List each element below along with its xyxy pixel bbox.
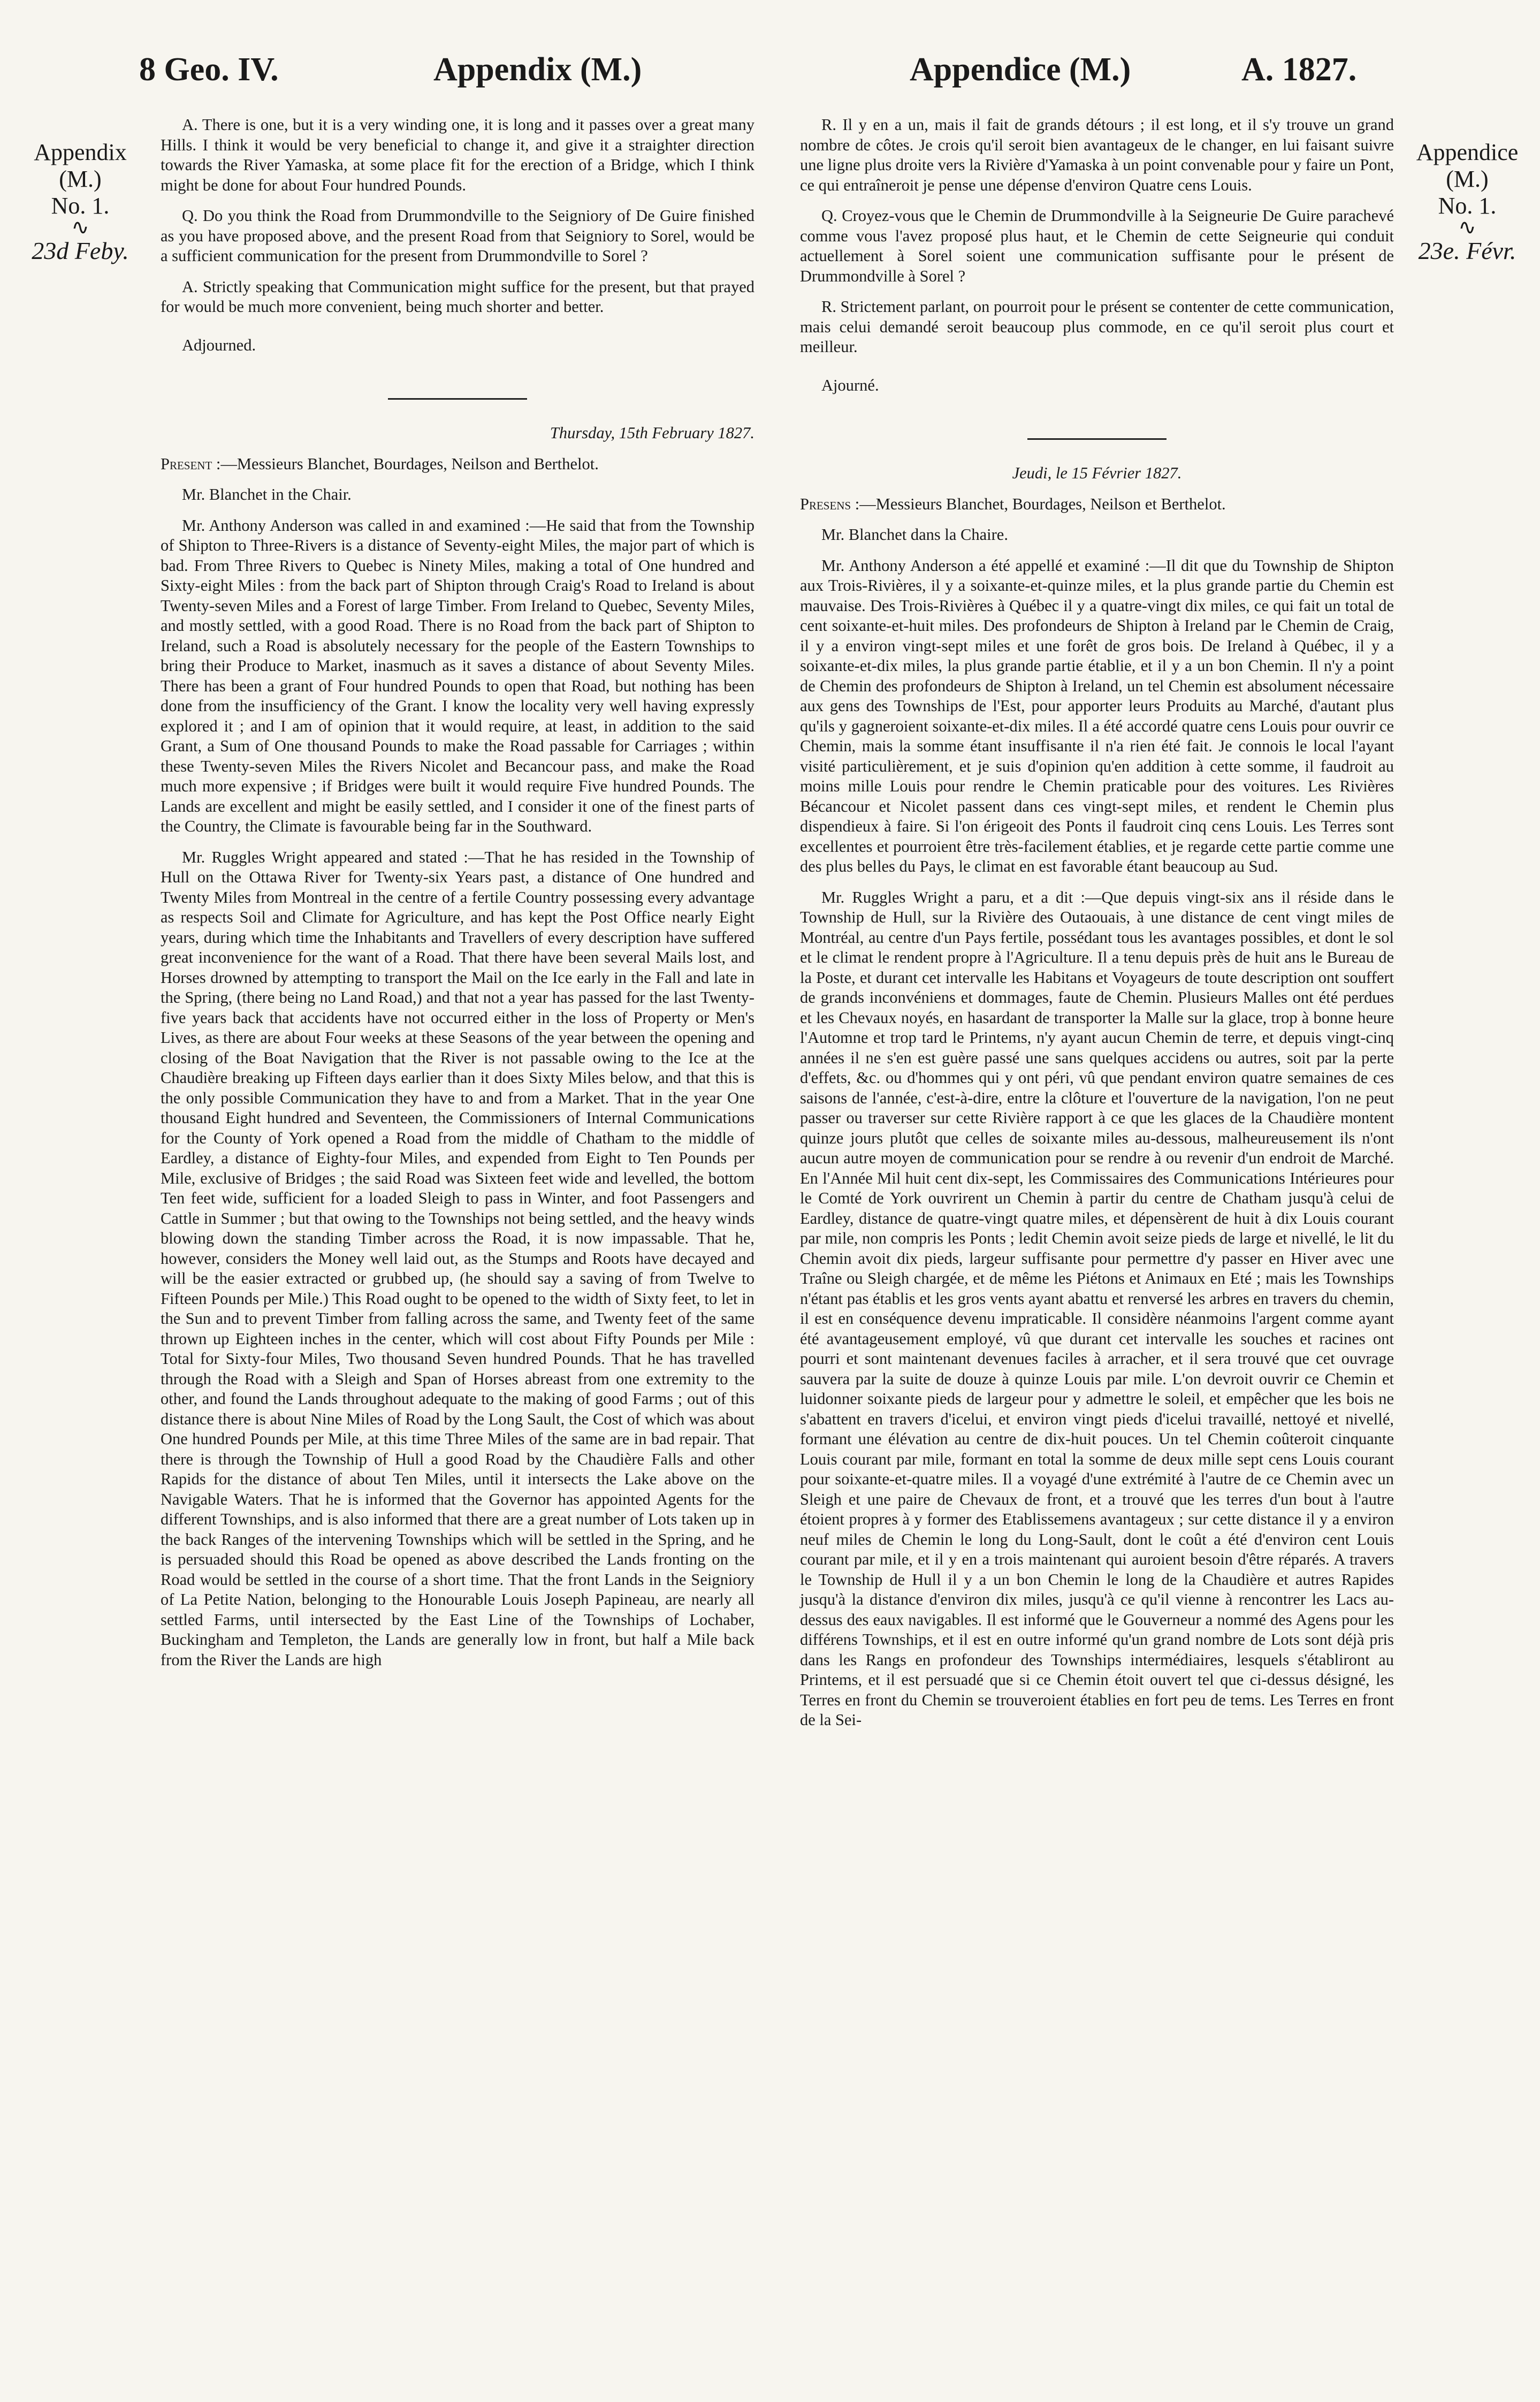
en-session-date: Thursday, 15th February 1827. [550, 424, 754, 442]
en-question-2: Q. Do you think the Road from Drummondville to the Seigniory of De Guire finished as you have proposed above, and the present Road from that Seigniory to Sorel, would be a sufficient communication for the present from Drummondville to Sorel ? [161, 207, 754, 265]
margin-left-date: 23d Feby. [32, 237, 129, 264]
margin-right-line1: Appendice [1416, 139, 1519, 165]
french-column [800, 115, 1394, 1741]
fr-chair: Mr. Blanchet dans la Chaire. [821, 525, 1008, 544]
header-appendix-en: Appendix (M.) [433, 51, 642, 88]
en-present-label: Present : [161, 454, 221, 473]
margin-left-line1: Appendix [34, 139, 127, 165]
en-adjourned: Adjourned. [182, 335, 256, 354]
en-wright-testimony: Mr. Ruggles Wright appeared and stated :—That he has resided in the Township of Hull on the Ottawa River for Twenty-six Years past, a distance of One hundred and Twenty Miles from Montreal in the centre of a fertile Country possessing every advantage as respects Soil and Climate for Agriculture, and has kept the Post Office nearly Eight years, during which time the Inhabitants and Travellers of every description have suffered great inconvenience for the want of a Road. That there have been several Mails lost, and Horses drowned by attempting to transport the Mail on the Ice early in the Fall and late in the Spring, (there being no Land Road,) and that not a year has passed for the last Twenty-five years back that accidents have not occurred either in the loss of Property or Men's Lives, as there are about Four weeks at these Seasons of the year between the opening and closing of the Boat Navigation that the River is not passable owing to the Ice at the Chaudière breaking up Fifteen days earlier than it does Sixty Miles below, and that this is the only possible Communication they have to and from a Market. That in the year One thousand Eight hundred and Seventeen, the Commissioners of Internal Communications for the County of York opened a Road from the middle of Chatham to the middle of Eardley, a distance of Eighty-four Miles, and expended from Eight to Ten Pounds per Mile, exclusive of Bridges ; the said Road was Sixteen feet wide and levelled, the bottom Ten feet wide, sufficient for a loaded Sleigh to pass in Winter, and foot Passengers and Cattle in Summer ; but that owing to the Townships not being settled, and the heavy winds blowing down the standing Timber across the Road, it is now impassable. That he, however, considers the Money well laid out, as the Stumps and Roots have decayed and will be the easier extracted or grubbed up, (he should say a saving of from Twelve to Fifteen Pounds per Mile.) This Road ought to be opened to the width of Sixty feet, to let in the Sun and to prevent Timber from falling across the same, and Twenty feet of the same thrown up Eighteen inches in the center, which will cost about Fifty Pounds per Mile : Total for Sixty-four Miles, Two thousand Seven hundred Pounds. That he has travelled through the Road with a Sleigh and Span of Horses abreast from one extremity to the other, and found the Lands throughout adequate to the making of good Farms ; out of this distance there is about Nine Miles of Road by the Long Sault, the Cost of which was about One hundred Pounds per Mile, at this time Three Miles of the same are in bad repair. That there is through the Township of Hull a good Road by the Chaudière Falls and other Rapids for the distance of about Ten Miles, until it intersects the Lake above on the Navigable Waters. That he is informed that the Governor has appointed Agents for the different Townships, and is also informed that there are a great number of Lots taken up in the back Ranges of the intervening Townships which will be settled in the Spring, and he is persuaded should this Road be opened as above described the Lands fronting on the Road would be settled in the course of a short time. That the front Lands in the Seigniory of La Petite Nation, belonging to the Honourable Louis Joseph Papineau, are nearly all settled Farms, until intersected by the East Line of the Townships of Lochaber, Buckingham and Templeton, the Lands are generally low in front, but half a Mile back from the River the Lands are high [161, 848, 754, 1669]
header-year: A. 1827. [1241, 51, 1357, 88]
en-chair: Mr. Blanchet in the Chair. [182, 485, 352, 504]
fr-answer-1: R. Il y en a un, mais il fait de grands détours ; il est long, et il s'y trouve un grand nombre de côtes. Je crois qu'il seroit bien avantageux de le changer, en lui faisant suivre une ligne plus droite vers la Rivière d'Yamaska à un point convenable pour y faire un Pont, ce qui entraîneroit je pense une dépense d'environ Quatre cens Louis. [800, 116, 1394, 194]
en-answer-1: A. There is one, but it is a very winding one, it is long and it passes over a great many Hills. I think it would be very beneficial to change it, and give it a straighter direction towards the River Yamaska, at some place fit for the erection of a Bridge, which I think might be done for about Four hundred Pounds. [161, 116, 754, 194]
margin-right-date: 23e. Févr. [1418, 237, 1516, 264]
margin-left-flourish: ∿ [71, 215, 89, 239]
fr-present-label: Presens : [800, 494, 860, 513]
fr-question-2: Q. Croyez-vous que le Chemin de Drummondville à la Seigneurie De Guire parachevé comme vous l'avez proposé plus haut, et le Chemin de cette Seigneurie qui conduit actuellement à Sorel soient une communication suffisante pour le présent de Drummondville à Sorel ? [800, 207, 1394, 285]
margin-right-line3: No. 1. [1438, 193, 1497, 219]
fr-present-members: —Messieurs Blanchet, Bourdages, Neilson et Berthelot. [859, 494, 1226, 513]
header-regnal-year: 8 Geo. IV. [139, 51, 279, 88]
fr-answer-3: R. Strictement parlant, on pourroit pour le présent se contenter de cette communication, mais celui demandé seroit beaucoup plus commode, en ce qu'il seroit plus court et meilleur. [800, 298, 1394, 356]
fr-present [800, 494, 1394, 515]
en-anderson-testimony: Mr. Anthony Anderson was called in and examined :—He said that from the Township of Shipton to Three-Rivers is a distance of Seventy-eight Miles, the major part of which is bad. From Three Rivers to Quebec is Ninety Miles, making a total of One hundred and Sixty-eight Miles : from the back part of Shipton through Craig's Road to Ireland is about Twenty-seven Miles and a Forest of large Timber. From Ireland to Quebec, Seventy Miles, and mostly settled, with a good Road. There is no Road from the back part of Shipton to Ireland, such a Road is absolutely necessary for the people of the Eastern Townships to bring their Produce to Market, inasmuch as it saves a distance of about Seventy Miles. There has been a grant of Four hundred Pounds to open that Road, but nothing has been done from the insufficiency of the Grant. I know the locality very well having expressly explored it ; and I am of opinion that it would require, at least, in addition to the said Grant, a Sum of One thousand Pounds to make the Road passable for Carriages ; within these Twenty-seven Miles the Rivers Nicolet and Becancour pass, and make the Road much more expensive ; if Bridges were built it would require Five hundred Pounds. The Lands are excellent and might be easily settled, and I consider it one of the finest parts of the Country, the Climate is favourable being far in the Southward. [161, 516, 754, 835]
margin-left-line3: No. 1. [51, 193, 110, 219]
margin-right-line2: (M.) [1446, 166, 1489, 192]
en-present [161, 454, 754, 475]
margin-right-flourish: ∿ [1458, 215, 1476, 239]
en-present-members: —Messieurs Blanchet, Bourdages, Neilson and Berthelot. [220, 454, 599, 473]
margin-note-left [21, 139, 139, 264]
fr-adjourned: Ajourné. [821, 376, 879, 394]
en-section-rule [388, 398, 527, 400]
fr-section-rule [1027, 438, 1167, 440]
english-column [161, 115, 754, 1681]
fr-anderson-testimony: Mr. Anthony Anderson a été appellé et examiné :—Il dit que du Township de Shipton aux Trois-Rivières, il y a soixante-et-quinze miles, et la plus grande partie du Chemin est mauvaise. Des Trois-Rivières à Québec il y a quatre-vingt dix miles, ce qui fait un total de cent soixante-et-huit miles. Des profondeurs de Shipton à Ireland par le Chemin de Craig, il y a environ vingt-sept miles et une forêt de gros bois. De Ireland à Québec, il y a soixante-et-dix miles, la plus grande partie établie, et il y a un bon Chemin. Il n'y a point de Chemin des profondeurs de Shipton à Ireland, un tel Chemin est absolument nécessaire aux gens des Townships de l'Est, pour apporter leurs Produits au Marché, d'autant plus qu'ils y gagneroient soixante-et-dix miles. Il a été accordé quatre cens Louis pour ouvrir ce Chemin, mais la somme étant insuffisante il n'a rien été fait. Je connois le local l'ayant visité particulièrement, et je suis d'opinion qu'en addition à cette somme, il faudroit au moins mille Louis pour rendre le Chemin praticable pour des voitures. Les Rivières Bécancour et Nicolet passent dans ces vingt-sept miles, et rendent le Chemin plus dispendieux à faire. Si l'on érigeoit des Ponts il faudroit cinq cens Louis. Les Terres sont excellentes et pourroient être très-facilement établies, et je regarde cette partie comme une des plus belles du Pays, le climat en est favorable étant beaucoup au Sud. [800, 556, 1394, 875]
fr-session-date: Jeudi, le 15 Février 1827. [1012, 464, 1182, 482]
en-answer-3: A. Strictly speaking that Communication might suffice for the present, but that prayed for would be much more convenient, being much shorter and better. [161, 277, 754, 316]
header-appendix-fr: Appendice (M.) [910, 51, 1131, 88]
fr-wright-testimony: Mr. Ruggles Wright a paru, et a dit :—Que depuis vingt-six ans il réside dans le Township de Hull, sur la Rivière des Outaouais, à une distance de cent vingt miles de Montréal, au centre d'un Pays fertile, possédant tous les avantages possibles, et dont le sol et le climat le rendent propre à l'Agriculture. Il a tenu depuis près de huit ans le Bureau de la Poste, et durant cet intervalle les Habitans et Voyageurs de toute description ont souffert de grands inconvéniens et dommages, faute de Chemin. Plusieurs Malles ont été perdues et les Chevaux noyés, en hasardant de transporter la Malle sur la glace, trop à bonne heure l'Automne et trop tard le Printems, n'y ayant aucun Chemin de terre, et depuis vingt-cinq années il ne s'en est guère passé une sans quelques accidens ou autres, soit par la perte d'effets, &c. ou d'hommes qui y ont péri, vû que pendant environ quatre semaines de ces saisons de l'année, c'est-à-dire, entre la clôture et l'ouverture de la navigation, l'on ne peut passer ou traverser sur cette Rivière rapport à ce que les glaces de la Chaudière montent quinze jours plutôt que celles de soixante miles au-dessous, malheureusement ils n'ont aucun autre moyen de communication pour se rendre à ou revenir d'un endroit de Marché. En l'Année Mil huit cent dix-sept, les Commissaires des Communications Intérieures pour le Comté de York ouvrirent un Chemin à partir du centre de Chatham jusqu'à celui de Eardley, distance de quatre-vingt quatre miles, et dépensèrent de huit à dix Louis courant par mile, non compris les Ponts ; ledit Chemin avoit seize pieds de large et nivellé, le lit du Chemin avoit dix pieds, largeur suffisante pour permettre d'y passer en Hiver avec une Traîne ou Sleigh chargée, et de même les Piétons et Animaux en Eté ; mais les Townships n'étant pas établis et les gros vents ayant abattu et renversé les arbres en travers du chemin, il est en conséquence devenu impraticable. Il considère néanmoins l'argent comme ayant été avantageusement employé, vû que durant cet intervalle les souches et racines ont pourri et sont maintenant devenues faciles à arracher, et il sera trouvé que cet ouvrage sauvera par la suite de douze à quinze Louis par mile. L'on devroit ouvrir ce Chemin et luidonner soixante pieds de largeur pour y admettre le soleil, et empêcher que les bois ne s'abattent en travers d'icelui, et environ vingt pieds d'icelui travaillé, nettoyé et nivellé, formant une élévation au centre de dix-huit pouces. Un tel Chemin coûteroit cinquante Louis courant par mile, formant en total la somme de deux mille sept cens Louis courant pour soixante-et-quatre miles. Il a voyagé d'une extrémité à l'autre de ce Chemin avec un Sleigh et une paire de Chevaux de front, et a trouvé que les terres d'un bout à l'autre étoient propres à y former des Etablissemens avantageux ; sur cette distance il y a environ neuf miles de Chemin le long du Long-Sault, dont le coût a été d'environ cent Louis courant par mile, et il y en a trois maintenant qui auroient besoin d'être réparés. A travers le Township de Hull il y a un bon Chemin le long de la Chaudière et autres Rapides jusqu'à la distance d'environ dix miles, jusqu'à ce qu'il vienne à rencontrer les Lacs au-dessus des eaux navigables. Il est informé que le Gouverneur a nommé des Agens pour les différens Townships, et il est en outre informé qu'un grand nombre de Lots sont déjà pris dans les Rangs en profondeur des Townships intermédiaires, lesquels s'établiront au Printems, et il est persuadé que si ce Chemin étoit ouvert tel que ci-dessus désigné, les Terres en front du Chemin se trouveroient établies en fort peu de tems. Les Terres en front de la Sei- [800, 888, 1394, 1729]
margin-left-line2: (M.) [59, 166, 102, 192]
margin-note-right [1408, 139, 1526, 264]
